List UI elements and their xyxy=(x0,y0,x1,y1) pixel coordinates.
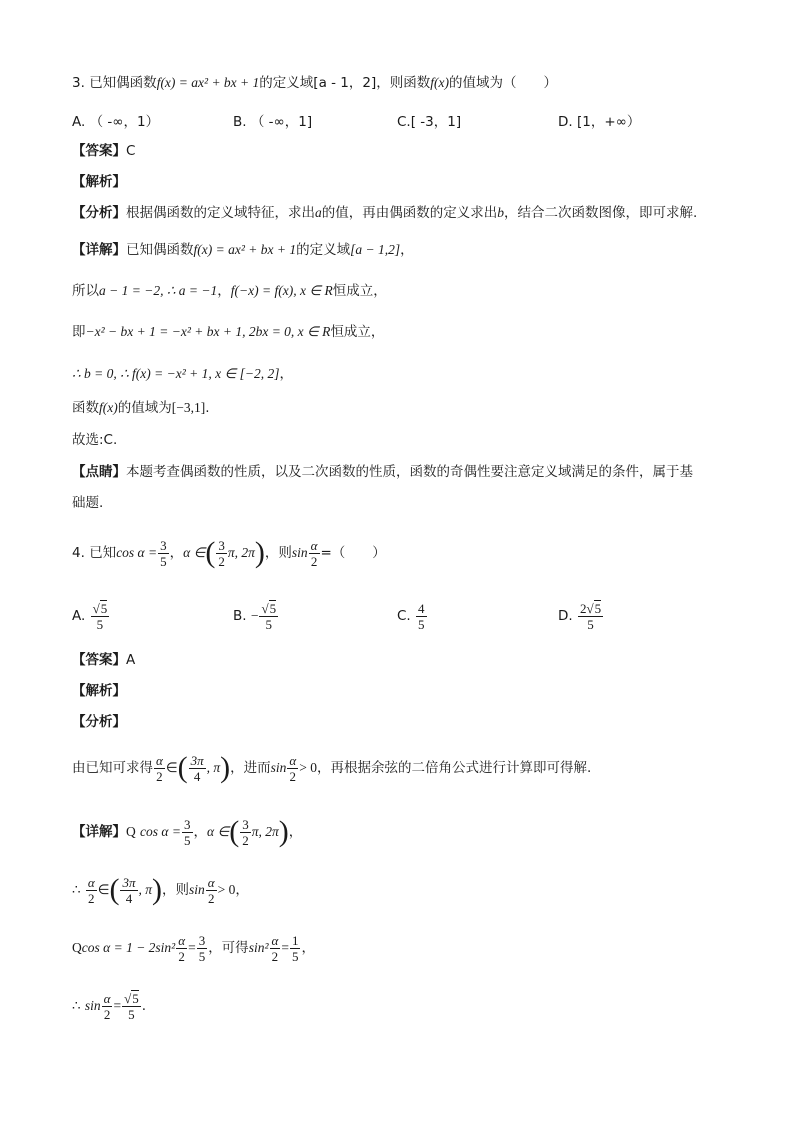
q4-fenxi: 由已知可求得 $\frac{\alpha}{2}$ ∈( $\frac{3\pi}{4}$ , π)，进而sin $\frac{\alpha}{2}$ > 0，再根据余弦的二倍角公式进行计算即可得解. xyxy=(72,751,592,784)
q4-option-d: D. $\frac{2√5}{5}$ xyxy=(558,600,602,632)
q3-stem-text: 已知偶函数 xyxy=(89,75,157,91)
q4-xiangjie-1: 【详解】Q cos α = $\frac{3}{5}$ ，α ∈( $\frac{3}{2}$ π, 2π)， xyxy=(72,815,303,848)
q4-option-b: B. − $\frac{√5}{5}$ xyxy=(233,600,277,632)
q3-fenxi: 【分析】根据偶函数的定义域特征，求出a的值，再由偶函数的定义求出b，结合二次函数图像，即可求解. xyxy=(72,205,698,221)
q3-stem-text: 的值域为（ ） xyxy=(448,75,557,91)
q4-xiangjie-2: ∴ $\frac{\alpha}{2}$ ∈( $\frac{3\pi}{4}$ , π)，则sin $\frac{\alpha}{2}$ > 0， xyxy=(72,873,249,906)
q3-xiangjie-5: 函数f(x)的值域为[−3,1]. xyxy=(72,400,210,416)
q3-option-d: D. [1，+∞） xyxy=(558,114,641,130)
q3-option-b: B. （ -∞，1] xyxy=(233,114,313,130)
q3-xiangjie-1: 【详解】已知偶函数f(x) = ax² + bx + 1的定义域[a − 1,2]， xyxy=(72,242,414,258)
q3-jiexi: 【解析】 xyxy=(72,174,126,190)
q3-answer-value: C xyxy=(126,143,136,159)
q3-option-c: C.[ -3，1] xyxy=(397,114,462,130)
q4-answer-value: A xyxy=(126,652,136,668)
q3-number: 3. xyxy=(72,75,85,91)
q4-option-c: C. $\frac{4}{5}$ xyxy=(397,600,425,632)
q3-dianjing: 【点睛】本题考查偶函数的性质，以及二次函数的性质，函数的奇偶性要注意定义域满足的条件，属于基 xyxy=(72,464,693,480)
q3-stem xyxy=(72,73,722,93)
q3-stem-text: 的定义域[a - 1，2]，则函数 xyxy=(259,75,431,91)
q3-dianjing-2: 础题. xyxy=(72,495,104,511)
q3-xiangjie-2: 所以a − 1 = −2, ∴ a = −1，f(−x) = f(x), x ∈ R恒成立， xyxy=(72,283,387,299)
q3-option-a: A. （ -∞，1） xyxy=(72,114,160,130)
q3-function: f(x) xyxy=(430,75,449,90)
q4-xiangjie-3: Qcos α = 1 − 2sin² $\frac{\alpha}{2}$ = $\frac{3}{5}$ ，可得sin² $\frac{\alpha}{2}$ = $\frac{1}{5}$ ， xyxy=(72,932,315,964)
q4-stem: 4. 已知cos α = $\frac{3}{5}$ ，α ∈( $\frac{3}{2}$ π, 2π)，则sin $\frac{\alpha}{2}$ =（ ） xyxy=(72,536,386,569)
q3-guxuan: 故选:C. xyxy=(72,432,118,448)
q3-xiangjie-3: 即−x² − bx + 1 = −x² + bx + 1, 2bx = 0, x ∈ R恒成立， xyxy=(72,324,385,340)
q4-option-a: A. $\frac{√5}{5}$ xyxy=(72,600,108,632)
q4-jiexi: 【解析】 xyxy=(72,683,126,699)
q4-answer: 【答案】A xyxy=(72,652,136,668)
q3-function-def: f(x) = ax² + bx + 1 xyxy=(156,75,260,90)
q4-xiangjie-4: ∴ sin $\frac{\alpha}{2}$ = $\frac{√5}{5}$ . xyxy=(72,990,147,1022)
q4-fenxi-tag: 【分析】 xyxy=(72,714,126,730)
q3-answer: 【答案】C xyxy=(72,143,136,159)
q3-xiangjie-4: ∴ b = 0, ∴ f(x) = −x² + 1, x ∈ [−2, 2]， xyxy=(72,366,294,382)
